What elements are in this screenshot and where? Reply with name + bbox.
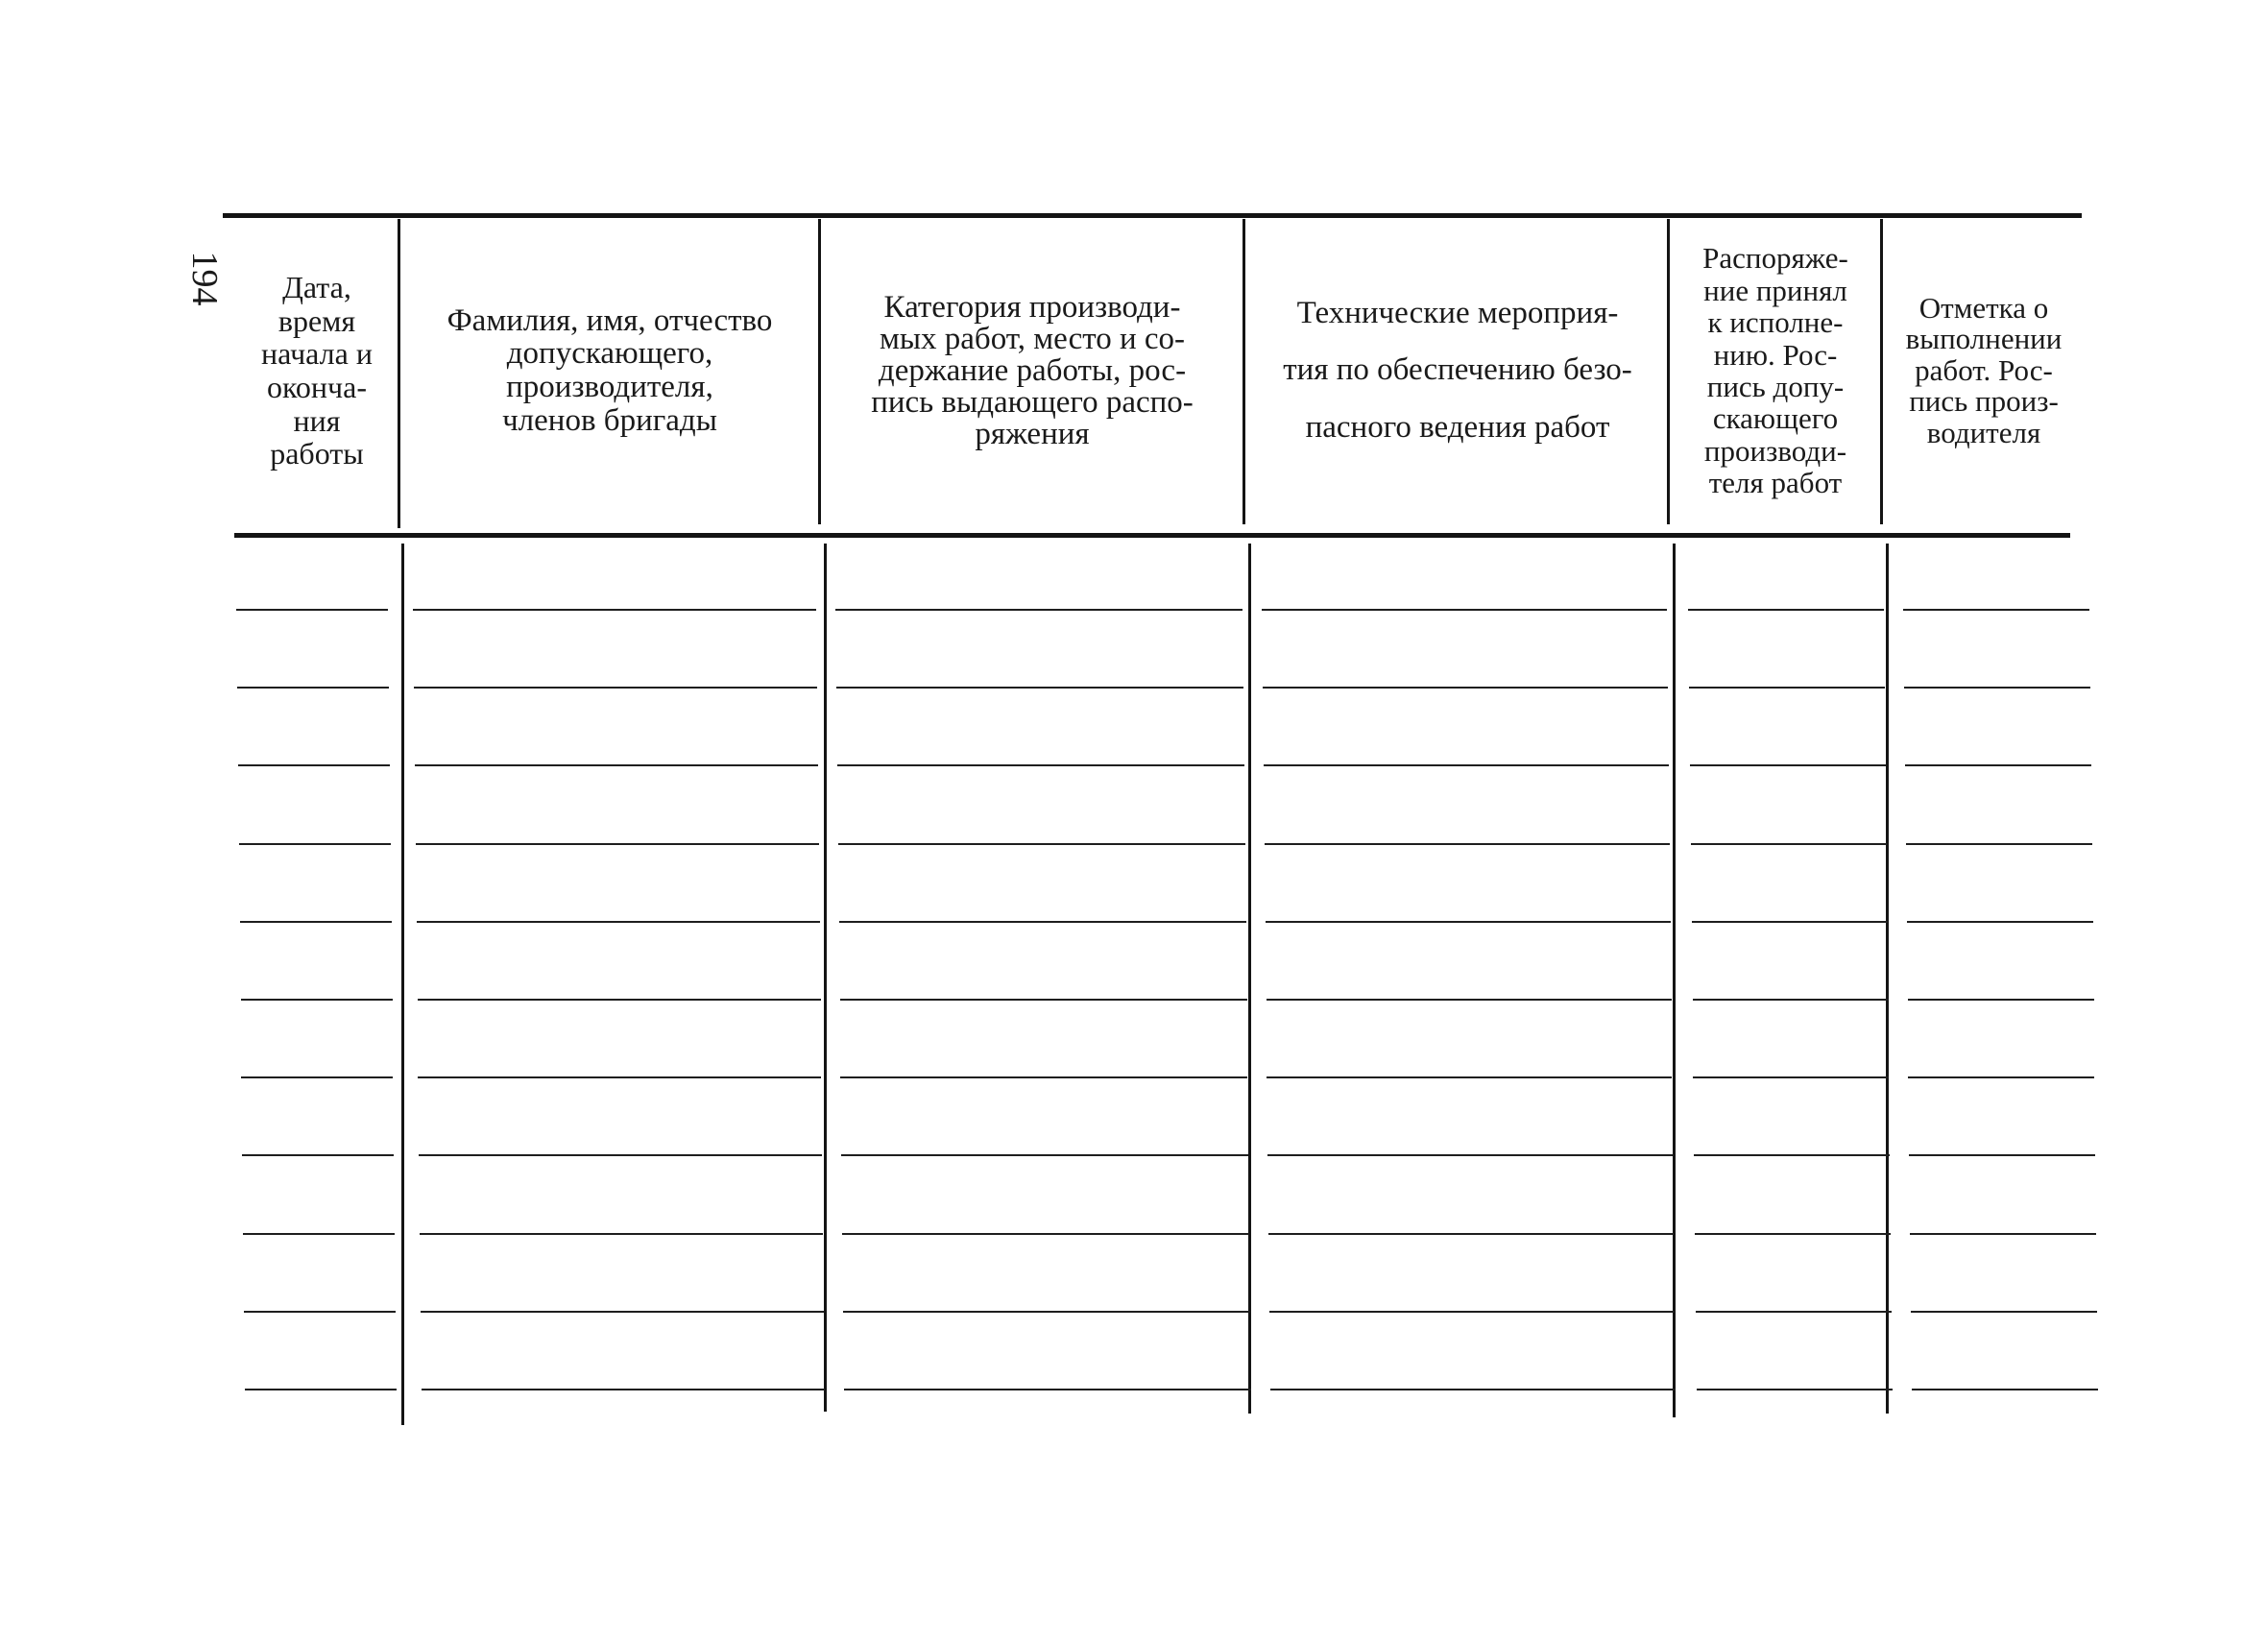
blank-cell-line — [419, 1154, 822, 1156]
blank-cell-line — [1267, 999, 1672, 1001]
blank-cell-line — [840, 999, 1247, 1001]
blank-cell-line — [1909, 1154, 2095, 1156]
blank-cell-line — [1268, 1233, 1674, 1235]
blank-cell-line — [241, 999, 393, 1001]
blank-cell-line — [838, 843, 1245, 845]
header-divider-2 — [818, 219, 821, 524]
blank-cell-line — [1912, 1389, 2098, 1390]
blank-cell-line — [413, 609, 816, 611]
blank-cell-line — [421, 1311, 824, 1313]
blank-cell-line — [1693, 999, 1889, 1001]
blank-cell-line — [238, 764, 390, 766]
header-date-time: Дата, время начала и оконча- ния работы — [261, 270, 373, 471]
blank-cell-line — [237, 687, 389, 689]
blank-cell-line — [1266, 921, 1671, 923]
header-work-category: Категория производи- мых работ, место и со- держание работы, рос- пись выдающего распо- ряжения — [871, 289, 1194, 451]
blank-cell-line — [241, 1076, 393, 1078]
blank-cell-line — [244, 1311, 396, 1313]
header-order-accepted: Распоряже- ние принял к исполне- нию. Рос- пись допу- скающего производи- теля работ — [1702, 241, 1848, 500]
blank-cell-line — [1904, 687, 2090, 689]
blank-cell-line — [1690, 764, 1886, 766]
blank-cell-line — [415, 764, 818, 766]
blank-cell-line — [416, 843, 819, 845]
table-top-rule — [223, 213, 2082, 218]
blank-cell-line — [841, 1154, 1248, 1156]
blank-cell-line — [1910, 1233, 2096, 1235]
header-divider-3 — [1243, 219, 1245, 524]
blank-cell-line — [240, 921, 392, 923]
blank-cell-line — [420, 1233, 823, 1235]
blank-cell-line — [1689, 687, 1885, 689]
body-divider-1 — [401, 544, 404, 1425]
blank-cell-line — [844, 1389, 1251, 1390]
blank-cell-line — [1907, 921, 2093, 923]
body-divider-5 — [1886, 544, 1889, 1414]
header-safety-measures: Технические мероприя- тия по обеспечению безо- пасного ведения работ — [1283, 295, 1632, 445]
blank-cell-line — [1264, 764, 1669, 766]
blank-cell-line — [837, 764, 1244, 766]
blank-cell-line — [840, 1076, 1247, 1078]
blank-cell-line — [836, 687, 1243, 689]
blank-cell-line — [835, 609, 1243, 611]
header-names: Фамилия, имя, отчество допускающего, производителя, членов бригады — [446, 302, 773, 438]
blank-cell-line — [1697, 1389, 1893, 1390]
blank-cell-line — [1688, 609, 1884, 611]
blank-cell-line — [1696, 1311, 1892, 1313]
body-divider-4 — [1673, 544, 1676, 1417]
blank-cell-line — [1262, 609, 1667, 611]
header-bottom-rule — [234, 533, 2070, 538]
header-divider-5 — [1880, 219, 1883, 524]
blank-cell-line — [245, 1389, 397, 1390]
blank-cell-line — [422, 1389, 825, 1390]
blank-cell-line — [418, 1076, 821, 1078]
blank-cell-line — [842, 1233, 1249, 1235]
blank-cell-line — [1905, 764, 2091, 766]
blank-cell-line — [1692, 921, 1888, 923]
page-number: 194 — [184, 251, 225, 306]
blank-cell-line — [1267, 1076, 1672, 1078]
blank-cell-line — [1908, 1076, 2094, 1078]
blank-cell-line — [839, 921, 1246, 923]
blank-cell-line — [1693, 1076, 1889, 1078]
blank-cell-line — [1911, 1311, 2097, 1313]
blank-cell-line — [1694, 1154, 1890, 1156]
blank-cell-line — [1903, 609, 2089, 611]
blank-cell-line — [1695, 1233, 1891, 1235]
blank-cell-line — [1908, 999, 2094, 1001]
blank-cell-line — [1906, 843, 2092, 845]
blank-cell-line — [243, 1233, 395, 1235]
blank-cell-line — [1270, 1389, 1676, 1390]
blank-cell-line — [843, 1311, 1250, 1313]
body-divider-3 — [1248, 544, 1251, 1414]
blank-cell-line — [1265, 843, 1670, 845]
blank-cell-line — [414, 687, 817, 689]
blank-cell-line — [236, 609, 388, 611]
blank-cell-line — [418, 999, 821, 1001]
header-completion-mark: Отметка о выполнении работ. Рос- пись произ- водителя — [1905, 290, 2063, 449]
blank-cell-line — [1269, 1311, 1675, 1313]
blank-cell-line — [239, 843, 391, 845]
blank-cell-line — [242, 1154, 394, 1156]
blank-cell-line — [417, 921, 820, 923]
header-divider-4 — [1667, 219, 1670, 524]
header-divider-1 — [398, 219, 400, 528]
blank-cell-line — [1267, 1154, 1673, 1156]
blank-cell-line — [1691, 843, 1887, 845]
blank-cell-line — [1263, 687, 1668, 689]
body-divider-2 — [824, 544, 827, 1412]
